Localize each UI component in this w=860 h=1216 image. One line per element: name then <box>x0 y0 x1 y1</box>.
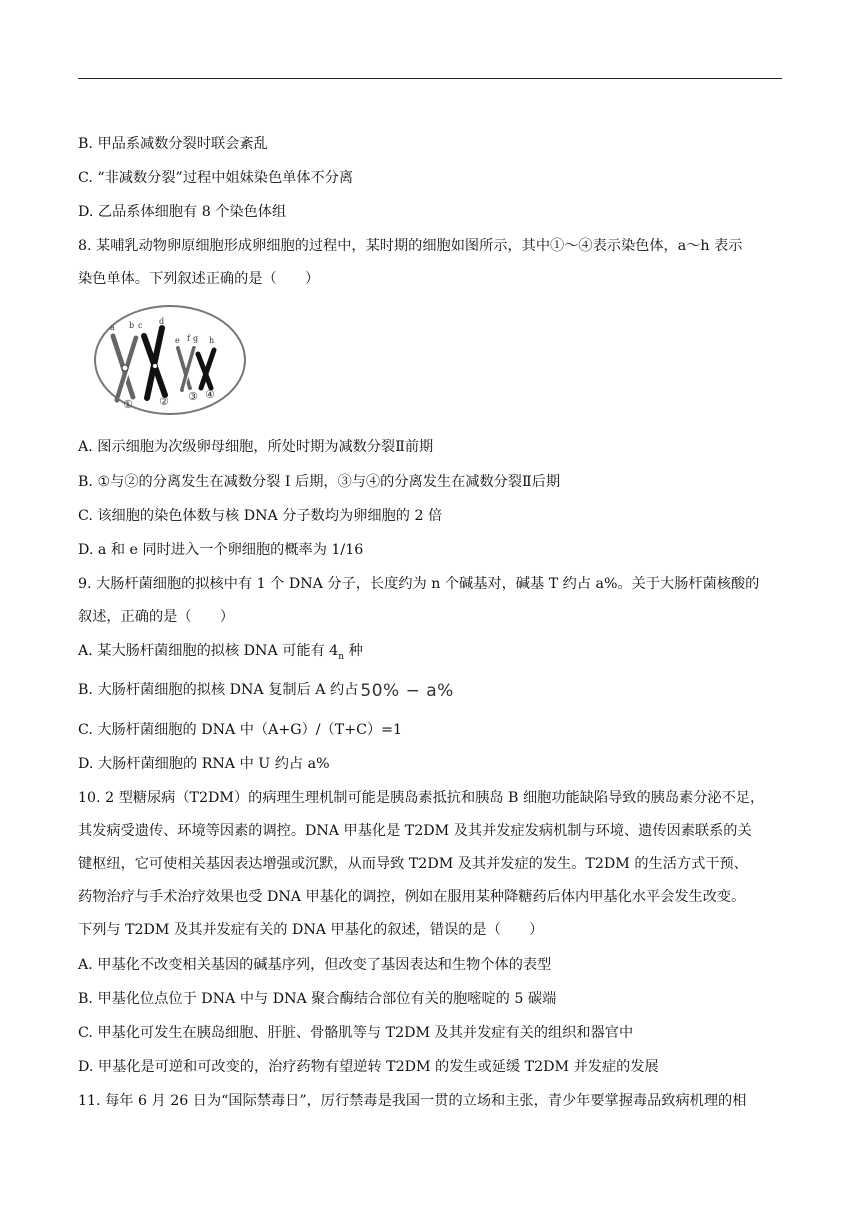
q7-option-d: D. 乙品系体细胞有 8 个染色体组 <box>78 204 287 220</box>
q9-option-a-subscript: n <box>338 651 345 662</box>
chromatid-label-h: h <box>209 336 215 345</box>
q10-stem-line-4: 药物治疗与手术治疗效果也受 DNA 甲基化的调控，例如在服用某种降糖药后体内甲基化水平会发生改变。 <box>78 889 746 905</box>
chromosome-label-3: ③ <box>188 390 198 403</box>
q9-option-a-text: A. 某大肠杆菌细胞的拟核 DNA 可能有 4 <box>78 643 339 659</box>
q8-option-b: B. ①与②的分离发生在减数分裂 I 后期，③与④的分离发生在减数分裂Ⅱ后期 <box>78 474 561 490</box>
q10-option-a: A. 甲基化不改变相关基因的碱基序列，但改变了基因表达和生物个体的表型 <box>78 957 552 973</box>
q8-option-d: D. a 和 e 同时进入一个卵细胞的概率为 1/16 <box>78 542 364 558</box>
q10-stem-line-3: 键枢纽，它可使相关基因表达增强或沉默，从而导致 T2DM 及其并发症的发生。T2DM 的生活方式干预、 <box>78 856 748 872</box>
q11-stem-line-1: 11. 每年 6 月 26 日为“国际禁毒日”，厉行禁毒是我国一贯的立场和主张，青少年要掌握毒品致病机理的相 <box>78 1093 747 1109</box>
q7-option-b: B. 甲品系减数分裂时联会紊乱 <box>78 136 268 152</box>
q8-option-a: A. 图示细胞为次级卵母细胞，所处时期为减数分裂Ⅱ前期 <box>78 439 434 455</box>
chromatid-label-g: g <box>193 334 199 343</box>
q9-stem-line-1: 9. 大肠杆菌细胞的拟核中有 1 个 DNA 分子，长度约为 n 个碱基对，碱基 T 约占 a%。关于大肠杆菌核酸的 <box>78 576 760 592</box>
q8-stem-line-2: 染色单体。下列叙述正确的是（ ） <box>78 271 320 287</box>
q9-option-d: D. 大肠杆菌细胞的 RNA 中 U 约占 a% <box>78 756 330 772</box>
q10-option-b: B. 甲基化位点位于 DNA 中与 DNA 聚合酶结合部位有关的胞嘧啶的 5 碳端 <box>78 991 557 1007</box>
q7-option-c: C. “非减数分裂”过程中姐妹染色单体不分离 <box>78 170 354 186</box>
q9-option-a <box>78 641 782 667</box>
q10-option-c: C. 甲基化可发生在胰岛细胞、肝脏、骨骼肌等与 T2DM 及其并发症有关的组织和器官中 <box>78 1025 634 1041</box>
chromatid-label-d: d <box>159 317 165 326</box>
q9-option-b-formula: 50% − a% <box>360 681 454 701</box>
q8-option-c: C. 该细胞的染色体数与核 DNA 分子数均为卵细胞的 2 倍 <box>78 508 443 524</box>
chromatid-label-f: f <box>187 334 190 343</box>
q10-stem-line-1: 10. 2 型糖尿病（T2DM）的病理生理机制可能是胰岛素抵抗和胰岛 B 细胞功能缺陷导致的胰岛素分泌不足， <box>78 790 765 806</box>
header-rule <box>78 78 782 79</box>
q10-option-d: D. 甲基化是可逆和可改变的，治疗药物有望逆转 T2DM 的发生或延缓 T2DM 并发症的发展 <box>78 1059 659 1075</box>
q9-option-a-suffix: 种 <box>344 643 363 659</box>
chromosome-label-4: ④ <box>205 388 215 401</box>
q9-stem-line-2: 叙述，正确的是（ ） <box>78 609 235 625</box>
q9-option-c: C. 大肠杆菌细胞的 DNA 中（A+G）/（T+C）=1 <box>78 722 403 738</box>
q9-option-b <box>78 680 782 701</box>
q10-stem-line-2: 其发病受遗传、环境等因素的调控。DNA 甲基化是 T2DM 及其并发症发病机制与环境、遗传因素联系的关 <box>78 823 752 839</box>
q10-stem-line-5: 下列与 T2DM 及其并发症有关的 DNA 甲基化的叙述，错误的是（ ） <box>78 922 544 938</box>
chromatid-label-a: a <box>110 323 115 332</box>
q9-option-b-text: B. 大肠杆菌细胞的拟核 DNA 复制后 A 约占 <box>78 682 359 698</box>
q8-stem-line-1: 8. 某哺乳动物卵原细胞形成卵细胞的过程中，某时期的细胞如图所示，其中①～④表示染色体，a～h 表示 <box>78 238 743 254</box>
cell-diagram <box>92 302 248 418</box>
chromatid-label-b: b <box>129 321 135 330</box>
chromosome-label-1: ① <box>123 398 133 411</box>
chromatid-label-c: c <box>138 321 143 330</box>
chromatid-label-e: e <box>175 336 180 345</box>
chromosome-label-2: ② <box>159 395 169 408</box>
